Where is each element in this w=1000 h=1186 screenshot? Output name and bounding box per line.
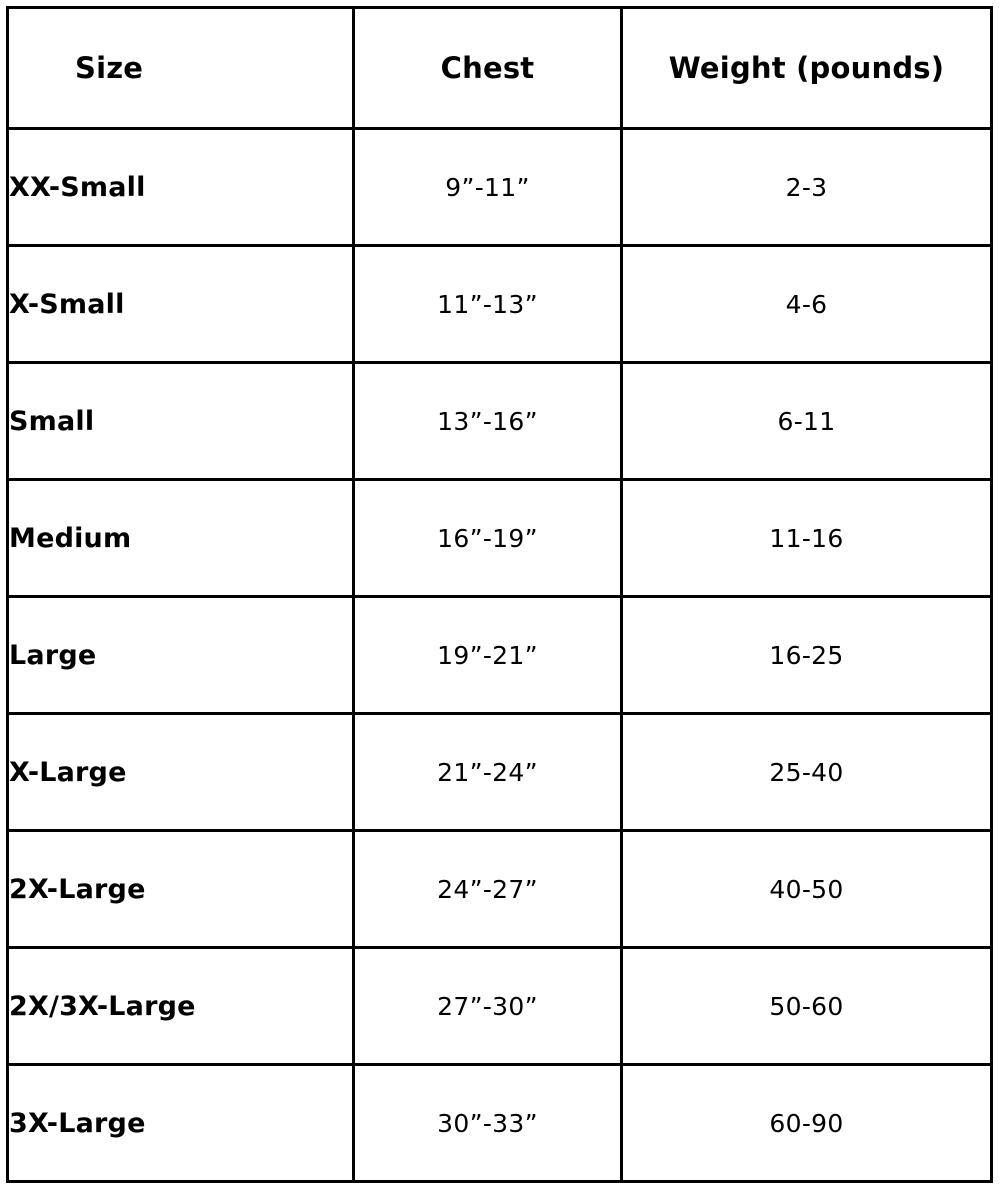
- cell-chest: 21”-24”: [354, 714, 622, 831]
- table-row: [8, 597, 992, 714]
- cell-weight: 11-16: [622, 480, 992, 597]
- cell-chest: 16”-19”: [354, 480, 622, 597]
- cell-size: Small: [8, 363, 354, 480]
- table-row: [8, 948, 992, 1065]
- cell-chest: 9”-11”: [354, 129, 622, 246]
- cell-size: Large: [8, 597, 354, 714]
- cell-size: X-Small: [8, 246, 354, 363]
- cell-size: 2X/3X-Large: [8, 948, 354, 1065]
- column-header-size: Size: [8, 8, 354, 129]
- table-row: [8, 129, 992, 246]
- cell-weight: 4-6: [622, 246, 992, 363]
- cell-chest: 30”-33”: [354, 1065, 622, 1182]
- cell-size: 3X-Large: [8, 1065, 354, 1182]
- header-row: [8, 8, 992, 129]
- cell-weight: 60-90: [622, 1065, 992, 1182]
- cell-size: X-Large: [8, 714, 354, 831]
- size-chart-table: [6, 6, 993, 1183]
- table-row: [8, 246, 992, 363]
- cell-weight: 50-60: [622, 948, 992, 1065]
- cell-size: 2X-Large: [8, 831, 354, 948]
- table-row: [8, 480, 992, 597]
- cell-chest: 27”-30”: [354, 948, 622, 1065]
- column-header-chest: Chest: [354, 8, 622, 129]
- cell-chest: 13”-16”: [354, 363, 622, 480]
- cell-weight: 2-3: [622, 129, 992, 246]
- cell-weight: 16-25: [622, 597, 992, 714]
- cell-chest: 19”-21”: [354, 597, 622, 714]
- cell-size: Medium: [8, 480, 354, 597]
- table-row: [8, 831, 992, 948]
- table-row: [8, 714, 992, 831]
- table-row: [8, 363, 992, 480]
- column-header-weight: Weight (pounds): [622, 8, 992, 129]
- cell-weight: 6-11: [622, 363, 992, 480]
- table-body: [8, 129, 992, 1182]
- table-header: [8, 8, 992, 129]
- cell-weight: 25-40: [622, 714, 992, 831]
- cell-size: XX-Small: [8, 129, 354, 246]
- cell-chest: 11”-13”: [354, 246, 622, 363]
- cell-chest: 24”-27”: [354, 831, 622, 948]
- cell-weight: 40-50: [622, 831, 992, 948]
- table-row: [8, 1065, 992, 1182]
